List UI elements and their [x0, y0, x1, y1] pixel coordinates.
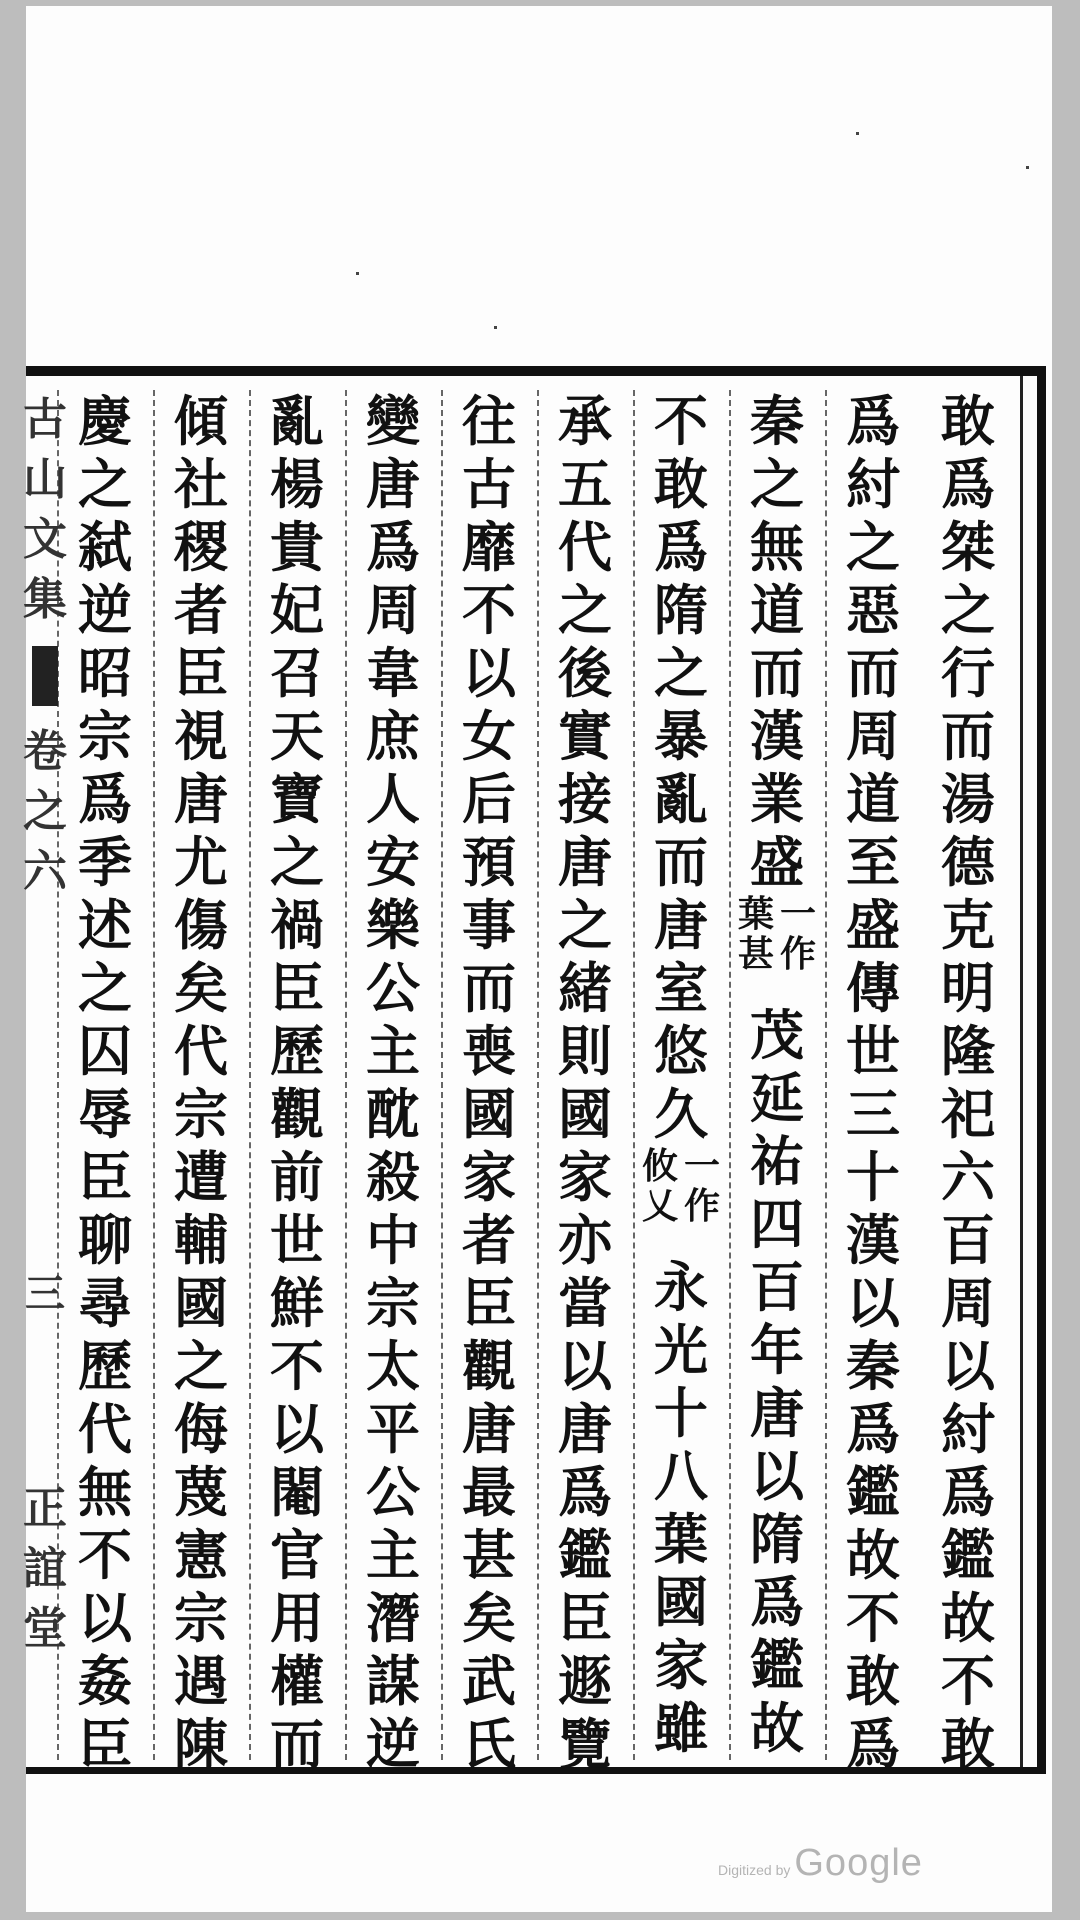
- character: 古: [462, 452, 516, 516]
- character: 爲: [941, 1460, 995, 1524]
- character: 隆: [941, 1019, 995, 1083]
- character: 氏: [462, 1712, 516, 1776]
- text-column: [57, 389, 151, 1776]
- character: 德: [941, 830, 995, 894]
- character: 宗: [366, 1271, 420, 1335]
- character: 爲: [750, 1570, 804, 1634]
- character: 侮: [174, 1397, 228, 1461]
- speck: [856, 132, 859, 135]
- character: 接: [558, 767, 612, 831]
- character: 臣: [174, 641, 228, 705]
- margin-character: 卷: [23, 726, 67, 777]
- note-character: 攸: [641, 1145, 678, 1187]
- character: 用: [270, 1586, 324, 1650]
- character: 秦: [846, 1334, 900, 1398]
- character: 鑑: [558, 1523, 612, 1587]
- margin-strip: [23, 390, 67, 1760]
- note-character: 一: [779, 893, 816, 935]
- character: 女: [462, 704, 516, 768]
- character: 以: [462, 641, 516, 705]
- text-column: [921, 389, 1015, 1776]
- character: 喪: [462, 1019, 516, 1083]
- character: 湯: [941, 767, 995, 831]
- character: 季: [78, 830, 132, 894]
- folio-number: 三: [25, 1270, 65, 1317]
- character: 爲: [846, 389, 900, 453]
- character: 觀: [270, 1082, 324, 1146]
- margin-character: 山: [23, 454, 67, 505]
- character: 無: [750, 515, 804, 579]
- character: 五: [558, 452, 612, 516]
- character: 蔑: [174, 1460, 228, 1524]
- character: 唐: [174, 767, 228, 831]
- character: 光: [654, 1318, 708, 1382]
- character: 緒: [558, 956, 612, 1020]
- character: 視: [174, 704, 228, 768]
- character: 閹: [270, 1460, 324, 1524]
- character: 鑑: [846, 1460, 900, 1524]
- character: 鮮: [270, 1271, 324, 1335]
- text-column: [153, 389, 247, 1776]
- character: 之: [78, 452, 132, 516]
- character: 事: [462, 893, 516, 957]
- character: 庶: [366, 704, 420, 768]
- character: 盛: [846, 893, 900, 957]
- character: 唐: [750, 1381, 804, 1445]
- character: 惡: [846, 578, 900, 642]
- character: 輔: [174, 1208, 228, 1272]
- character: 不: [78, 1523, 132, 1587]
- character: 以: [941, 1334, 995, 1398]
- character: 暴: [654, 704, 708, 768]
- character: 社: [174, 452, 228, 516]
- note-character: 作: [779, 933, 816, 975]
- note-character: 葉: [737, 893, 774, 935]
- character: 覽: [558, 1712, 612, 1776]
- character: 而: [941, 704, 995, 768]
- character: 矣: [174, 956, 228, 1020]
- character: 周: [941, 1271, 995, 1335]
- character: 爲: [846, 1712, 900, 1776]
- character: 酖: [366, 1082, 420, 1146]
- note-right-column: [777, 894, 819, 1004]
- character: 唐: [462, 1397, 516, 1461]
- character: 以: [270, 1397, 324, 1461]
- character: 臣: [78, 1712, 132, 1776]
- character: 祀: [941, 1082, 995, 1146]
- character: 姦: [78, 1649, 132, 1713]
- character: 矣: [462, 1586, 516, 1650]
- character: 安: [366, 830, 420, 894]
- character: 變: [366, 389, 420, 453]
- character: 貴: [270, 515, 324, 579]
- character: 辱: [78, 1082, 132, 1146]
- note-left-column: [735, 894, 777, 1004]
- character: 妃: [270, 578, 324, 642]
- character: 主: [366, 1523, 420, 1587]
- character: 世: [270, 1208, 324, 1272]
- margin-character: 堂: [23, 1603, 67, 1654]
- note-left-column: [639, 1146, 681, 1256]
- margin-character: 正: [23, 1483, 67, 1534]
- text-column: [537, 389, 631, 1776]
- character: 之: [174, 1334, 228, 1398]
- character: 年: [750, 1318, 804, 1382]
- character: 平: [366, 1397, 420, 1461]
- character: 六: [941, 1145, 995, 1209]
- character: 宗: [78, 704, 132, 768]
- character: 者: [462, 1208, 516, 1272]
- note-character: 作: [683, 1185, 720, 1227]
- fish-tail-mark: [32, 646, 58, 706]
- watermark-logo: Google: [794, 1842, 923, 1884]
- character: 紂: [846, 452, 900, 516]
- character: 者: [174, 578, 228, 642]
- character: 不: [270, 1334, 324, 1398]
- character: 漢: [750, 704, 804, 768]
- character: 道: [846, 767, 900, 831]
- character: 亦: [558, 1208, 612, 1272]
- character: 歷: [270, 1019, 324, 1083]
- character: 之: [270, 830, 324, 894]
- margin-character: 古: [23, 394, 67, 445]
- character: 韋: [366, 641, 420, 705]
- character: 永: [654, 1255, 708, 1319]
- character: 禍: [270, 893, 324, 957]
- character: 聊: [78, 1208, 132, 1272]
- character: 武: [462, 1649, 516, 1713]
- text-column: [345, 389, 439, 1776]
- character: 爲: [558, 1460, 612, 1524]
- text-column: [825, 389, 919, 1776]
- character: 爲: [654, 515, 708, 579]
- character: 殺: [366, 1145, 420, 1209]
- character: 預: [462, 830, 516, 894]
- character: 敢: [654, 452, 708, 516]
- character: 以: [846, 1271, 900, 1335]
- note-character: 一: [683, 1145, 720, 1187]
- speck: [1026, 166, 1029, 169]
- character: 尋: [78, 1271, 132, 1335]
- character: 悠: [654, 1019, 708, 1083]
- character: 公: [366, 1460, 420, 1524]
- character: 道: [750, 578, 804, 642]
- character: 百: [941, 1208, 995, 1272]
- character: 太: [366, 1334, 420, 1398]
- character: 四: [750, 1192, 804, 1256]
- character: 不: [654, 389, 708, 453]
- character: 不: [462, 578, 516, 642]
- character: 敢: [941, 389, 995, 453]
- character: 雖: [654, 1696, 708, 1760]
- text-column: [249, 389, 343, 1776]
- character: 后: [462, 767, 516, 831]
- note-character: 乂: [641, 1185, 678, 1227]
- character: 臣: [462, 1271, 516, 1335]
- character: 至: [846, 830, 900, 894]
- character: 而: [462, 956, 516, 1020]
- character: 樂: [366, 893, 420, 957]
- character: 十: [846, 1145, 900, 1209]
- character: 三: [846, 1082, 900, 1146]
- character: 召: [270, 641, 324, 705]
- speck: [494, 326, 497, 329]
- character: 室: [654, 956, 708, 1020]
- character: 家: [462, 1145, 516, 1209]
- character: 紂: [941, 1397, 995, 1461]
- character: 八: [654, 1444, 708, 1508]
- character: 家: [558, 1145, 612, 1209]
- character: 國: [654, 1570, 708, 1634]
- character: 茂: [750, 1003, 804, 1067]
- frame-double-rule: [1020, 376, 1023, 1767]
- note-character: 甚: [737, 933, 774, 975]
- character: 遯: [558, 1649, 612, 1713]
- character: 而: [846, 641, 900, 705]
- character: 延: [750, 1066, 804, 1130]
- character: 臣: [558, 1586, 612, 1650]
- character: 亂: [654, 767, 708, 831]
- character: 人: [366, 767, 420, 831]
- character: 謀: [366, 1649, 420, 1713]
- margin-character: 之: [23, 786, 67, 837]
- character: 之: [558, 578, 612, 642]
- character: 慶: [78, 389, 132, 453]
- character: 爲: [366, 515, 420, 579]
- character: 唐: [558, 830, 612, 894]
- character: 之: [750, 452, 804, 516]
- character: 而: [270, 1712, 324, 1776]
- character: 以: [750, 1444, 804, 1508]
- character: 不: [846, 1586, 900, 1650]
- character: 權: [270, 1649, 324, 1713]
- character: 百: [750, 1255, 804, 1319]
- character: 囚: [78, 1019, 132, 1083]
- character: 以: [78, 1586, 132, 1650]
- character: 十: [654, 1381, 708, 1445]
- character: 不: [941, 1649, 995, 1713]
- character: 主: [366, 1019, 420, 1083]
- character: 代: [558, 515, 612, 579]
- margin-character: 集: [23, 574, 67, 625]
- character: 遭: [174, 1145, 228, 1209]
- character: 周: [366, 578, 420, 642]
- character: 遇: [174, 1649, 228, 1713]
- google-watermark: [718, 1842, 923, 1885]
- character: 爲: [78, 767, 132, 831]
- character: 而: [750, 641, 804, 705]
- character: 臣: [78, 1145, 132, 1209]
- character: 代: [78, 1397, 132, 1461]
- character: 之: [654, 641, 708, 705]
- character: 承: [558, 389, 612, 453]
- text-column: [633, 390, 727, 1760]
- character: 祐: [750, 1129, 804, 1193]
- character: 故: [846, 1523, 900, 1587]
- character: 漢: [846, 1208, 900, 1272]
- character: 家: [654, 1633, 708, 1697]
- character: 秦: [750, 389, 804, 453]
- character: 國: [462, 1082, 516, 1146]
- character: 靡: [462, 515, 516, 579]
- character: 唐: [366, 452, 420, 516]
- character: 觀: [462, 1334, 516, 1398]
- character: 故: [750, 1696, 804, 1760]
- character: 之: [78, 956, 132, 1020]
- character: 弑: [78, 515, 132, 579]
- character: 鑑: [750, 1633, 804, 1697]
- character: 桀: [941, 515, 995, 579]
- margin-character: 六: [23, 846, 67, 897]
- character: 宗: [174, 1586, 228, 1650]
- character: 宗: [174, 1082, 228, 1146]
- publisher-label: [23, 1479, 67, 1659]
- character: 陳: [174, 1712, 228, 1776]
- character: 明: [941, 956, 995, 1020]
- character: 唐: [558, 1397, 612, 1461]
- margin-character: 文: [23, 514, 67, 565]
- character: 隋: [750, 1507, 804, 1571]
- character: 國: [558, 1082, 612, 1146]
- character: 業: [750, 767, 804, 831]
- character: 故: [941, 1586, 995, 1650]
- character: 國: [174, 1271, 228, 1335]
- character: 楊: [270, 452, 324, 516]
- text-column: [729, 390, 823, 1760]
- character: 爲: [846, 1397, 900, 1461]
- character: 寶: [270, 767, 324, 831]
- character: 尤: [174, 830, 228, 894]
- character: 中: [366, 1208, 420, 1272]
- character: 傾: [174, 389, 228, 453]
- character: 以: [558, 1334, 612, 1398]
- character: 無: [78, 1460, 132, 1524]
- character: 爲: [941, 452, 995, 516]
- character: 公: [366, 956, 420, 1020]
- character: 後: [558, 641, 612, 705]
- character: 最: [462, 1460, 516, 1524]
- character: 行: [941, 641, 995, 705]
- character: 之: [558, 893, 612, 957]
- scanned-page: [23, 6, 1052, 1912]
- interlinear-note: [636, 1146, 726, 1256]
- character: 葉: [654, 1507, 708, 1571]
- character: 當: [558, 1271, 612, 1335]
- character: 克: [941, 893, 995, 957]
- character: 歷: [78, 1334, 132, 1398]
- character: 敢: [846, 1649, 900, 1713]
- note-right-column: [681, 1146, 723, 1256]
- character: 潛: [366, 1586, 420, 1650]
- character: 盛: [750, 830, 804, 894]
- character: 前: [270, 1145, 324, 1209]
- character: 傳: [846, 956, 900, 1020]
- character: 述: [78, 893, 132, 957]
- character: 昭: [78, 641, 132, 705]
- character: 久: [654, 1082, 708, 1146]
- text-frame: [23, 366, 1046, 1776]
- character: 憲: [174, 1523, 228, 1587]
- character: 甚: [462, 1523, 516, 1587]
- character: 之: [941, 578, 995, 642]
- character: 敢: [941, 1712, 995, 1776]
- character: 則: [558, 1019, 612, 1083]
- character: 官: [270, 1523, 324, 1587]
- character: 而: [654, 830, 708, 894]
- character: 世: [846, 1019, 900, 1083]
- character: 周: [846, 704, 900, 768]
- book-title: [23, 390, 67, 630]
- character: 臣: [270, 956, 324, 1020]
- watermark-small: Digitized by: [718, 1862, 791, 1878]
- volume-label: [23, 722, 67, 902]
- character: 實: [558, 704, 612, 768]
- margin-character: 誼: [23, 1543, 67, 1594]
- character: 隋: [654, 578, 708, 642]
- character: 亂: [270, 389, 324, 453]
- character: 逆: [78, 578, 132, 642]
- character: 往: [462, 389, 516, 453]
- character: 唐: [654, 893, 708, 957]
- character: 之: [846, 515, 900, 579]
- character: 天: [270, 704, 324, 768]
- text-column: [441, 389, 535, 1776]
- character: 逆: [366, 1712, 420, 1776]
- character: 代: [174, 1019, 228, 1083]
- character: 鑑: [941, 1523, 995, 1587]
- speck: [356, 272, 359, 275]
- character: 傷: [174, 893, 228, 957]
- interlinear-note: [732, 894, 822, 1004]
- character: 稷: [174, 515, 228, 579]
